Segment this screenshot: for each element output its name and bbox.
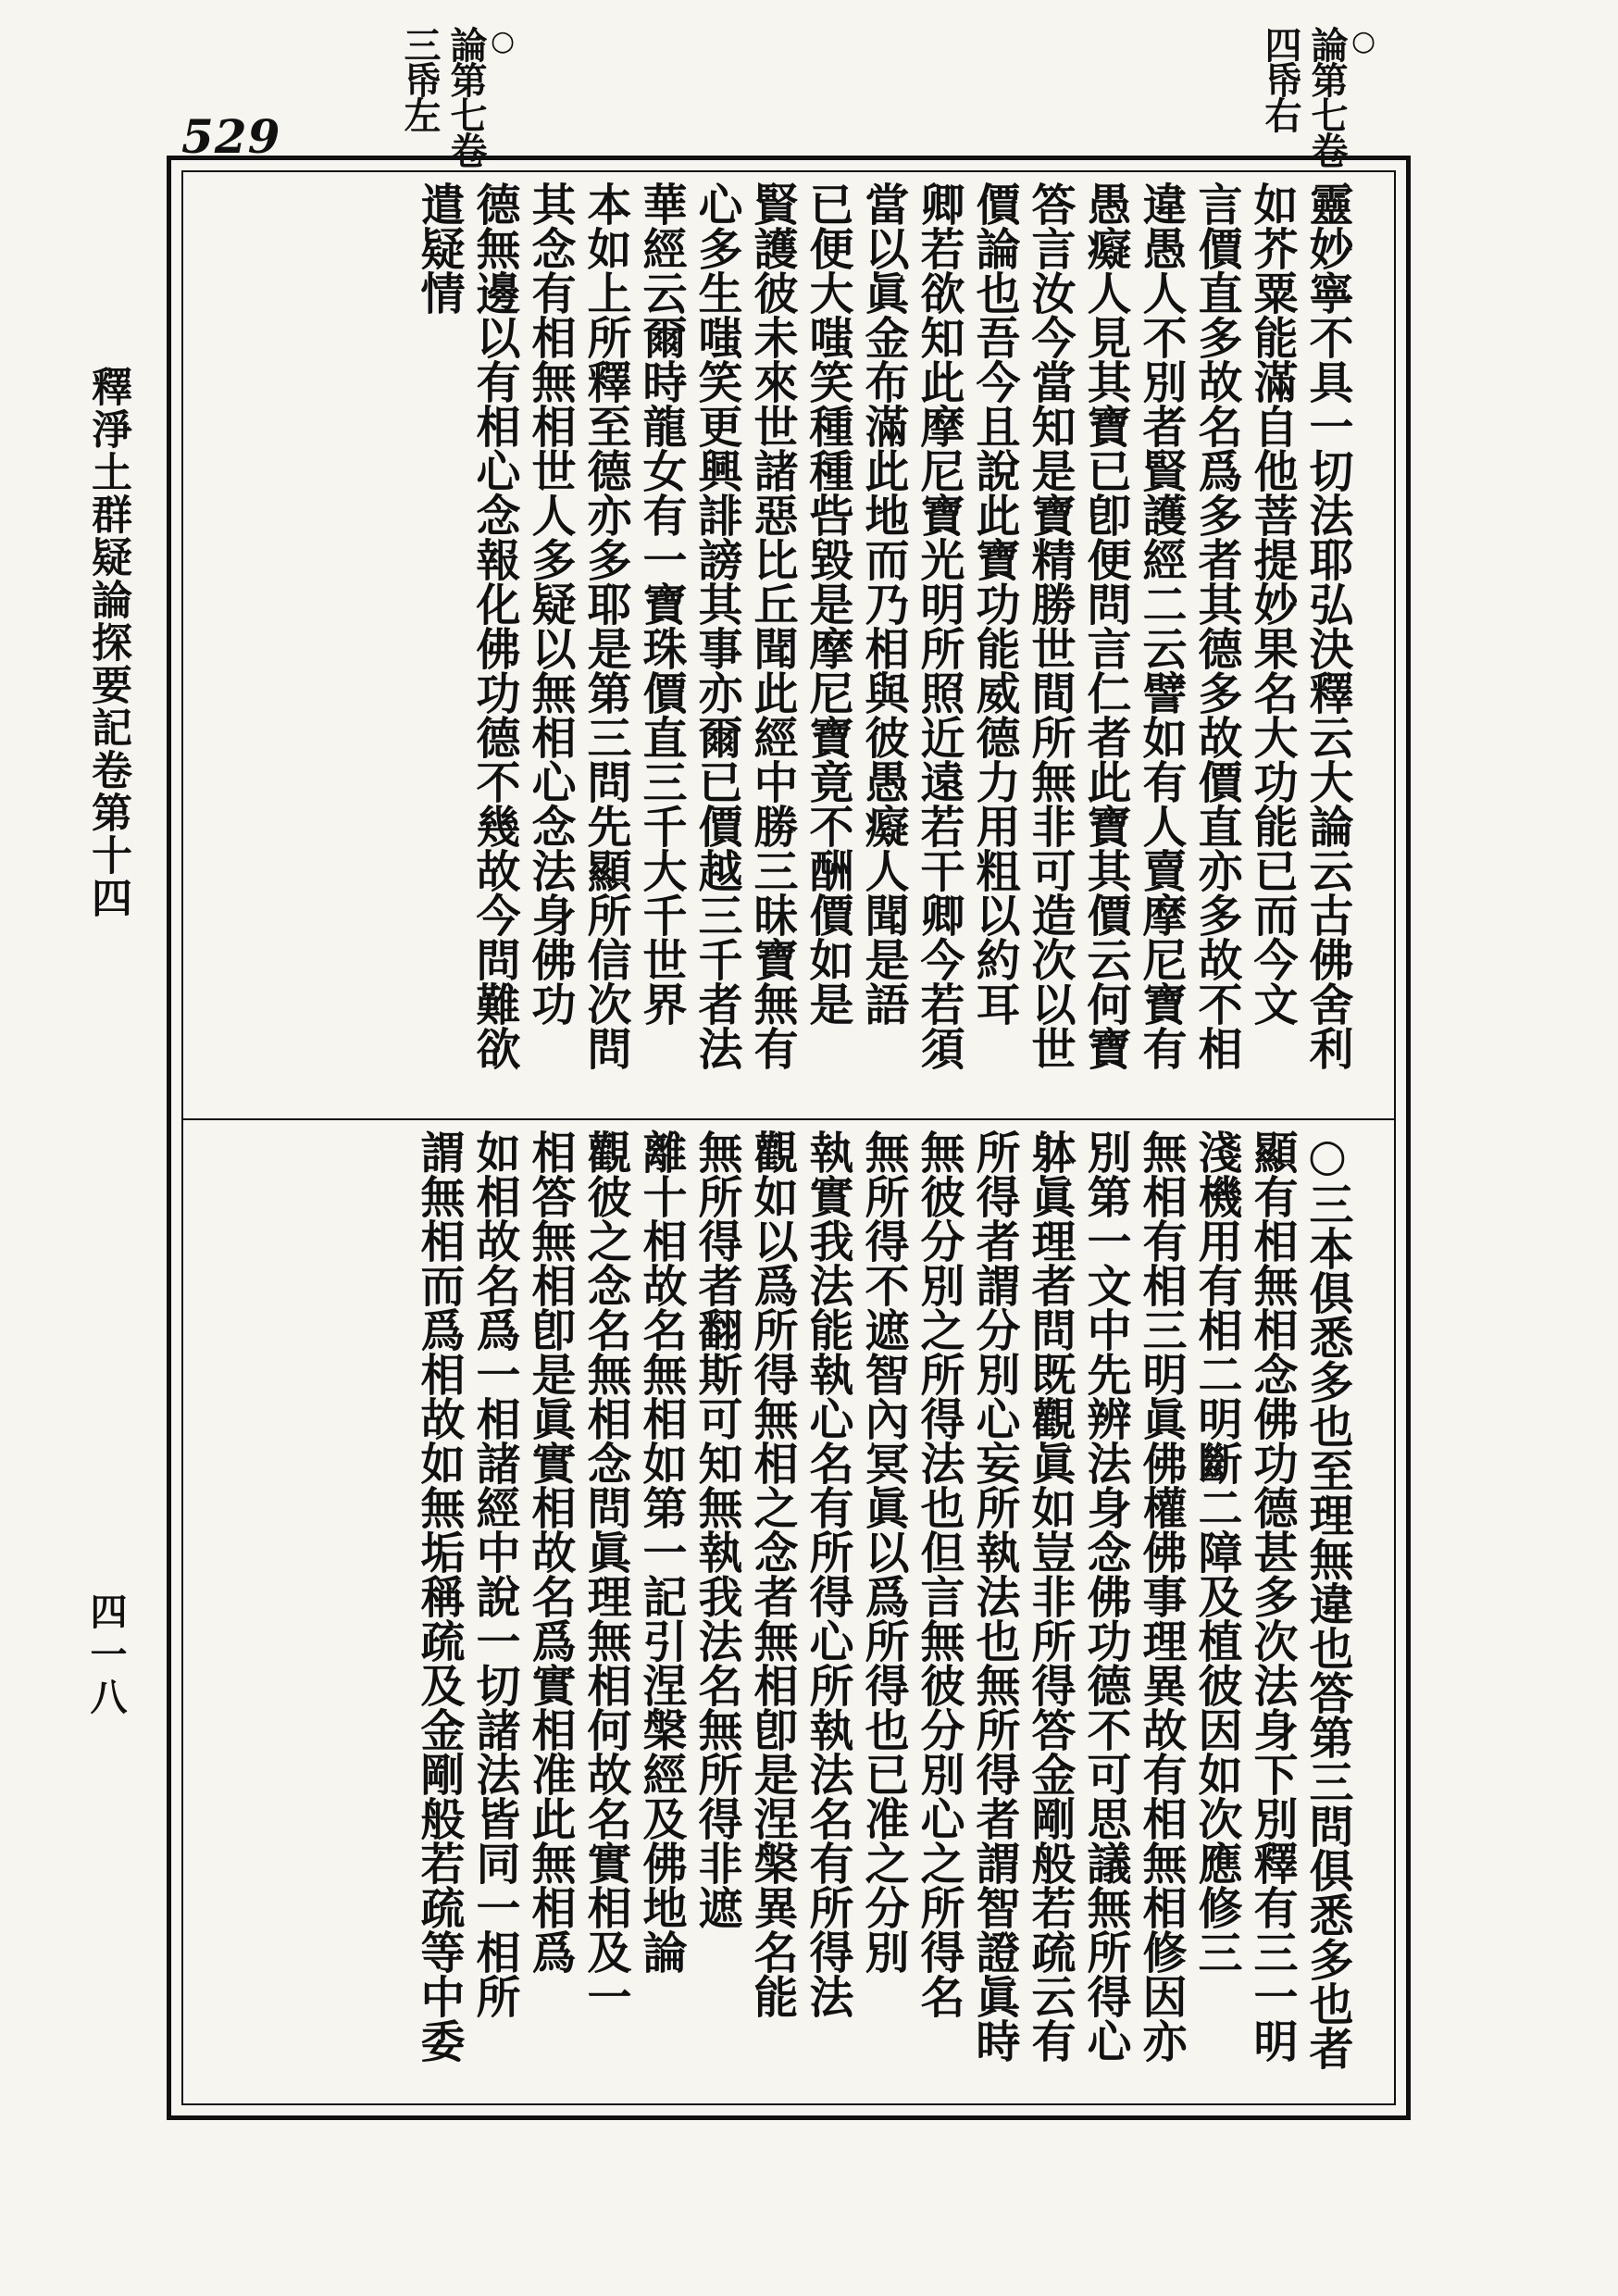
text-column: 卿若欲知此摩尼寶光明所照近遠若干卿今若須 [913,181,965,1070]
text-column: 本如上所釋至德亦多耶是第三問先顯所信次問 [579,181,631,1070]
text-column: 觀彼之念名無相念問眞理無相何故名實相及一 [579,1129,631,2018]
text-column: 相答無相卽是眞實相故名爲實相准此無相爲 [524,1129,576,1974]
folio-number: 四一八 [84,1592,128,1720]
text-column: 如芥粟能滿自他菩提妙果名大功能已而今文 [1246,181,1298,1026]
lower-register [181,1129,1396,2094]
text-column: 心多生嗤笑更興誹謗其事亦爾已價越三千者法 [691,181,742,1070]
headnote-line: 三帋左 [398,26,442,131]
text-column: 觀如以爲所得無相之念者無相卽是涅槃異名能 [746,1129,798,2018]
text-column: 躰眞理者問既觀眞如豈非所得答金剛般若疏云有 [1024,1129,1076,2063]
text-column: 謂無相而爲相故如無垢稱疏及金剛般若疏等中委 [413,1129,465,2063]
text-column: 無所得者翻斯可知無執我法名無所得非遮 [691,1129,742,1929]
text-column: 華經云爾時龍女有一寶珠價直三千大千世界 [635,181,687,1026]
text-column: 愚癡人見其寶已卽便問言仁者此寶其價云何寶 [1079,181,1131,1070]
text-column: 言價直多故名爲多者其德多故價直亦多故不相 [1190,181,1242,1070]
text-column: 別第一文中先辨法身念佛功德不可思議無所得心 [1079,1129,1131,2063]
text-column: 無彼分別之所得法也但言無彼分別心之所得名 [913,1129,965,2018]
register-divider [181,1118,1396,1120]
text-column: 執實我法能執心名有所得心所執法名有所得法 [802,1129,853,2018]
headnote-line: 四帋右 [1259,26,1302,131]
page-number: 529 [181,109,281,164]
text-column: 如相故名爲一相諸經中說一切諸法皆同一相所 [468,1129,520,2018]
headnote-right [1259,26,1375,167]
running-title: 釋淨土群疑論探要記卷第十四 [84,366,131,919]
text-column: ○三本俱悉多也至理無違也答第三問俱悉多也者 [1301,1129,1353,2070]
headnote-left [398,26,515,167]
text-column: 答言汝今當知是寶精勝世間所無非可造次以世 [1024,181,1076,1070]
headnote-circle-mark: ○ [1351,25,1376,57]
headnote-line: 論第七卷 [444,26,488,167]
text-column: 顯有相無相念佛功德甚多次法身下別釋有三一明 [1246,1129,1298,2063]
text-column: 無所得不遮智內冥眞以爲所得也已准之分別 [857,1129,909,1974]
text-column: 淺機用有相二明斷二障及植彼因如次應修三 [1190,1129,1242,1974]
headnote-line: 論第七卷 [1305,26,1349,167]
upper-register [181,181,1396,1109]
text-column: 德無邊以有相心念報化佛功德不幾故今問難欲 [468,181,520,1070]
text-column: 價論也吾今且說此寶功能威德力用粗以約耳 [968,181,1020,1026]
text-column: 當以眞金布滿此地而乃相與彼愚癡人聞是語 [857,181,909,1026]
text-column: 靈妙寧不具一切法耶弘決釋云大論云古佛舍利 [1301,181,1353,1070]
text-column: 無相有相三明眞佛權佛事理異故有相無相修因亦 [1135,1129,1187,2063]
text-column: 賢護彼未來世諸惡比丘聞此經中勝三昧寶無有 [746,181,798,1070]
text-column: 遣疑情 [413,181,465,315]
text-column: 其念有相無相世人多疑以無相心念法身佛功 [524,181,576,1026]
headnote-circle-mark: ○ [491,25,516,57]
text-column: 已便大嗤笑種種呰毀是摩尼寶竟不酬價如是 [802,181,853,1026]
text-column: 所得者謂分別心妄所執法也無所得者謂智證眞時 [968,1129,1020,2063]
text-column: 違愚人不別者賢護經二云譬如有人賣摩尼寶有 [1135,181,1187,1070]
text-column: 離十相故名無相如第一記引涅槃經及佛地論 [635,1129,687,1974]
